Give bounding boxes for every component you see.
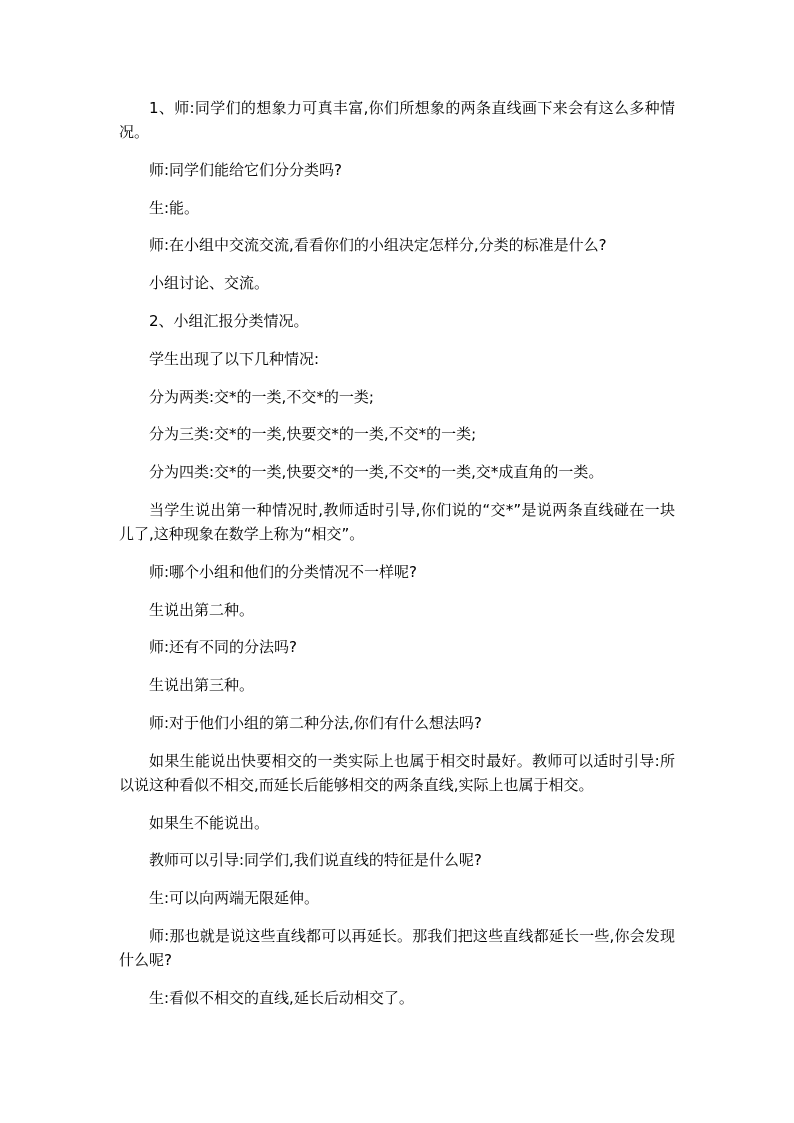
paragraph-12: 师:哪个小组和他们的分类情况不一样呢? xyxy=(149,562,418,581)
paragraph-10: 分为四类:交*的一类,快要交*的一类,不交*的一类,交*成直角的一类。 xyxy=(149,463,604,482)
paragraph-2: 师:同学们能给它们分分类吗? xyxy=(149,160,343,179)
paragraph-16: 师:对于他们小组的第二种分法,你们有什么想法吗? xyxy=(149,713,482,732)
document-page xyxy=(119,96,675,1024)
paragraph-19: 教师可以引导:同学们,我们说直线的特征是什么呢? xyxy=(149,851,482,870)
paragraph-1: 1、师:同学们的想象力可真丰富,你们所想象的两条直线画下来会有这么多种情况。 xyxy=(119,99,675,141)
paragraph-18: 如果生不能说出。 xyxy=(149,813,270,832)
paragraph-15: 生说出第三种。 xyxy=(149,676,255,695)
paragraph-3: 生:能。 xyxy=(149,198,200,217)
paragraph-11: 当学生说出第一种情况时,教师适时引导,你们说的“交*”是说两条直线碰在一块儿了,这种现象在数学上称为“相交”。 xyxy=(119,500,675,543)
paragraph-22: 生:看似不相交的直线,延长后动相交了。 xyxy=(149,988,414,1007)
paragraph-13: 生说出第二种。 xyxy=(149,600,255,619)
paragraph-7: 学生出现了以下几种情况: xyxy=(149,349,320,368)
paragraph-8: 分为两类:交*的一类,不交*的一类; xyxy=(149,387,374,406)
paragraph-5: 小组讨论、交流。 xyxy=(149,274,270,293)
paragraph-4: 师:在小组中交流交流,看看你们的小组决定怎样分,分类的标准是什么? xyxy=(149,236,607,255)
paragraph-14: 师:还有不同的分法吗? xyxy=(149,638,298,657)
paragraph-20: 生:可以向两端无限延伸。 xyxy=(149,889,320,908)
paragraph-9: 分为三类:交*的一类,快要交*的一类,不交*的一类; xyxy=(149,425,477,444)
paragraph-21: 师:那也就是说这些直线都可以再延长。那我们把这些直线都延长一些,你会发现什么呢? xyxy=(119,926,675,969)
paragraph-17: 如果生能说出快要相交的一类实际上也属于相交时最好。教师可以适时引导:所以说这种看似不相交,而延长后能够相交的两条直线,实际上也属于相交。 xyxy=(119,751,675,794)
paragraph-6: 2、小组汇报分类情况。 xyxy=(149,311,309,330)
